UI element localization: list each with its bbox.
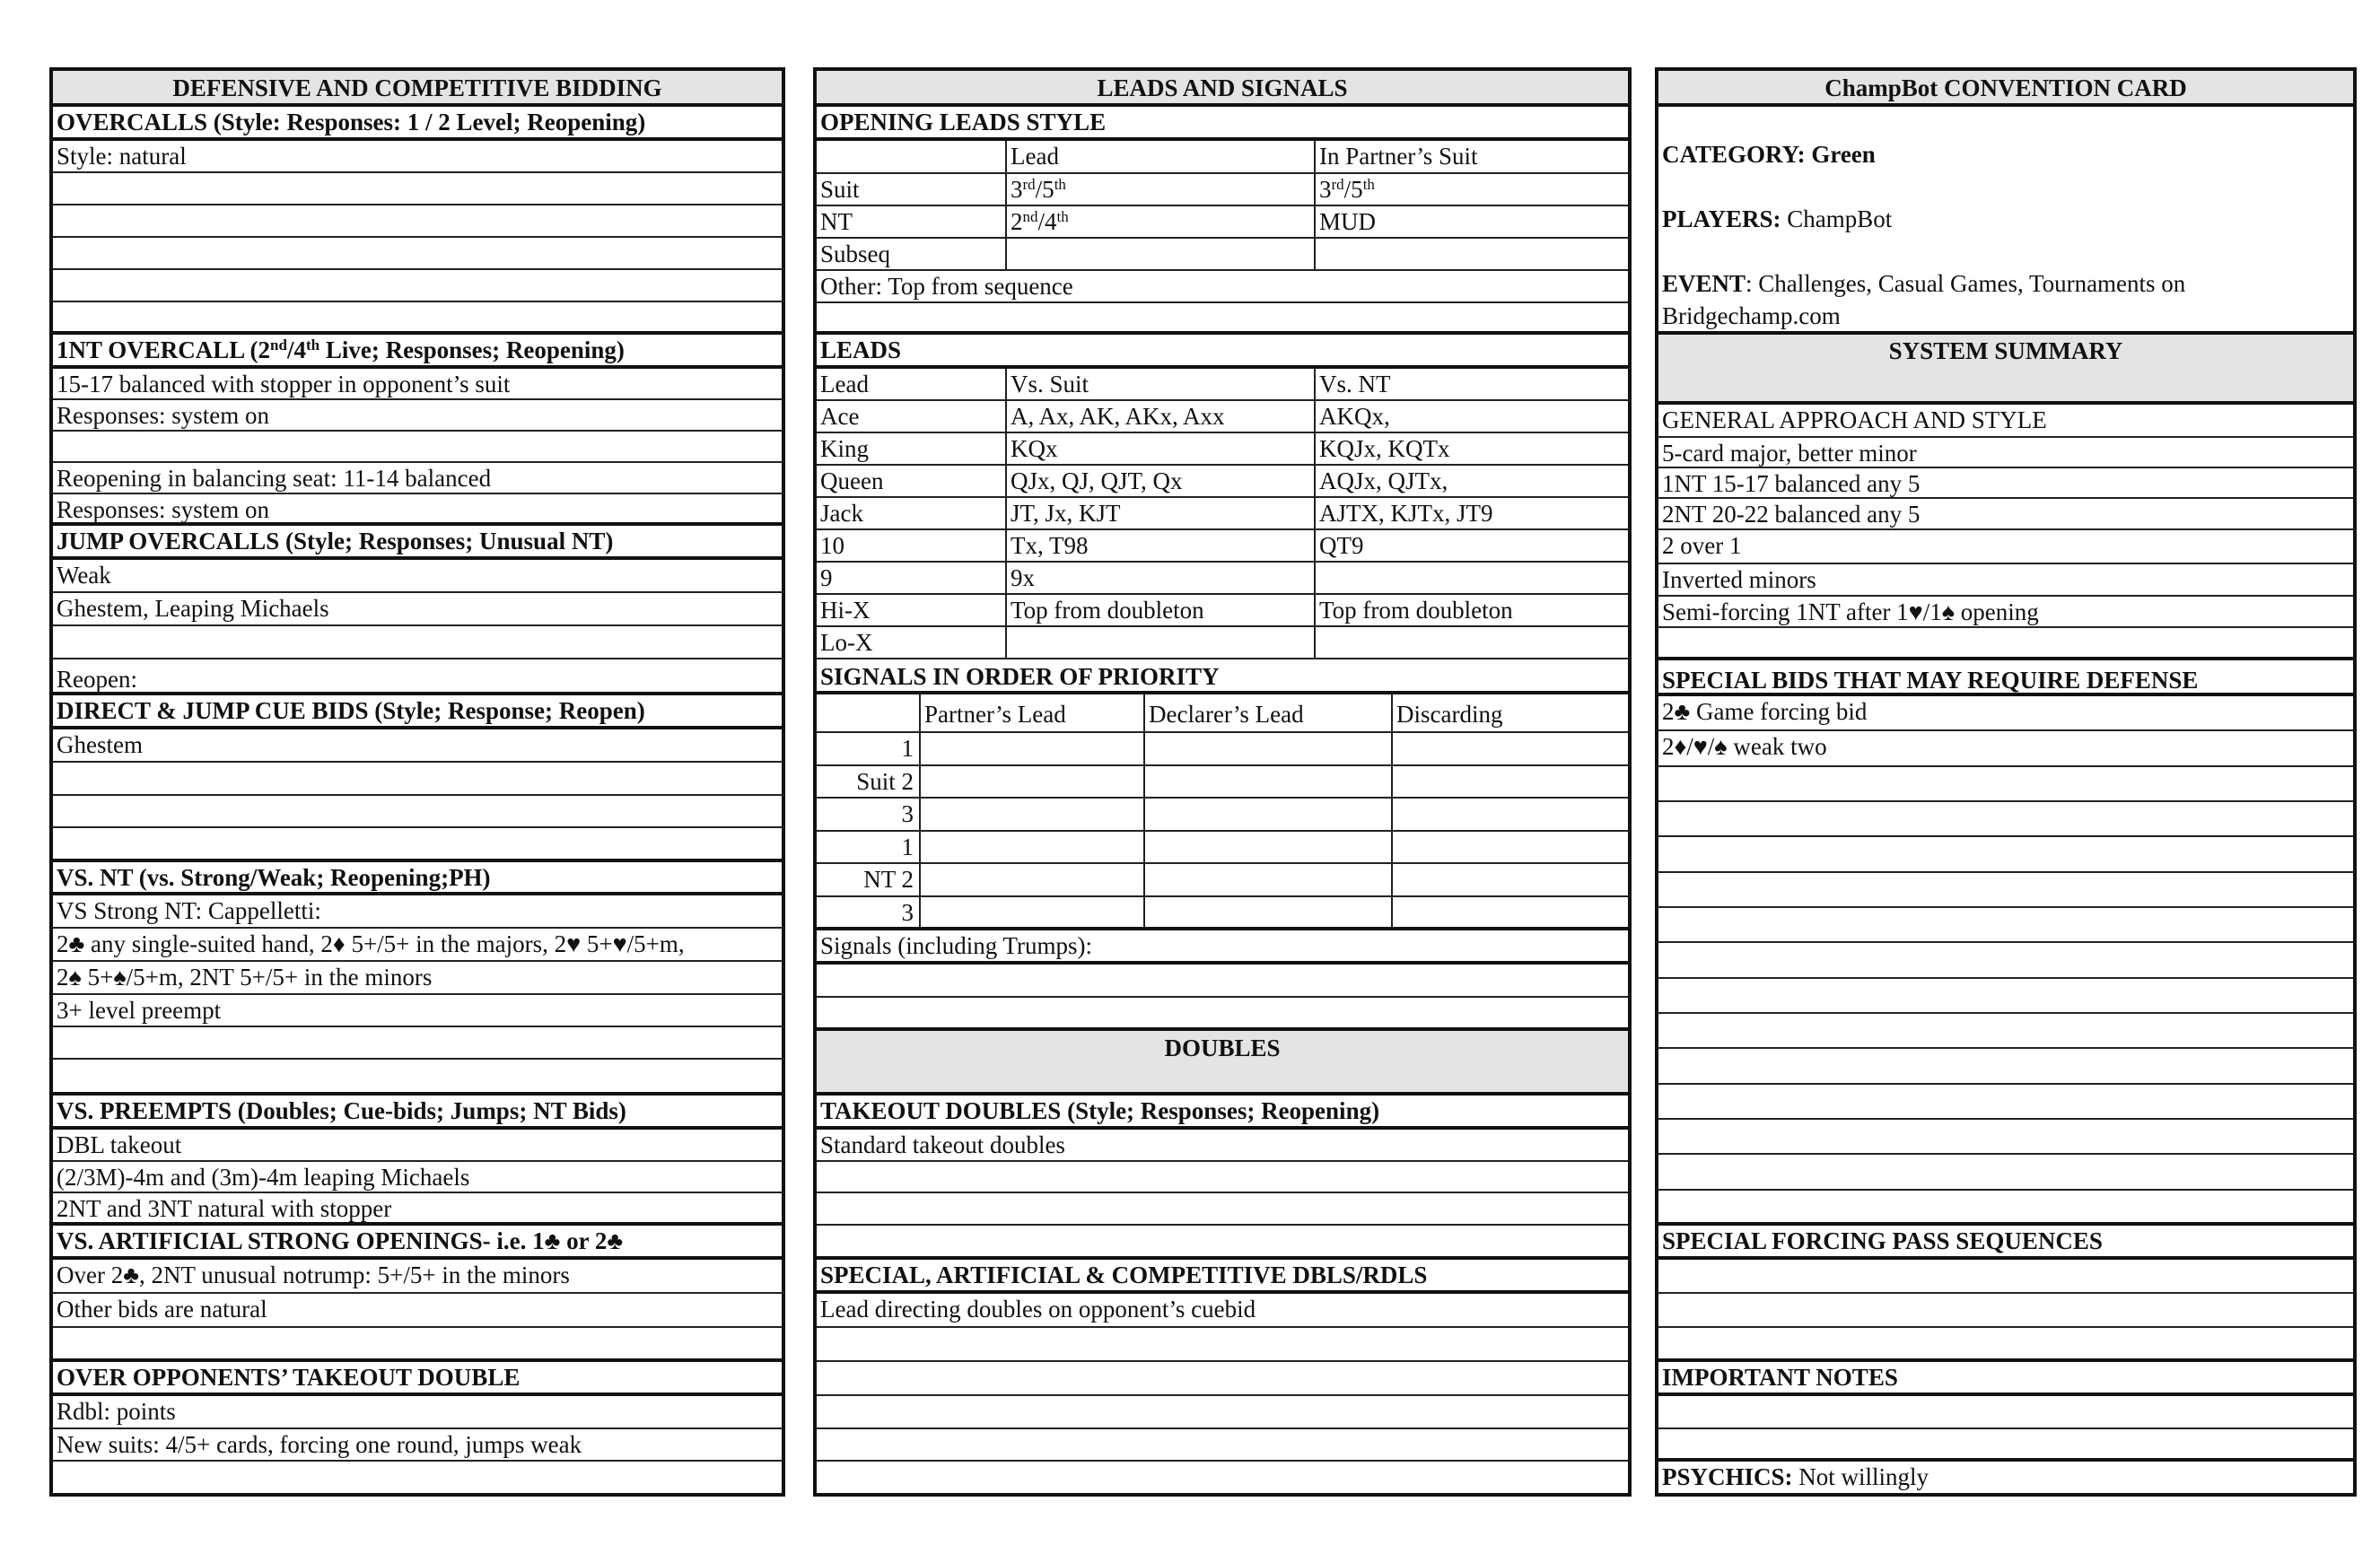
overcalls-line: Style: natural xyxy=(53,141,782,173)
forcing-pass-line xyxy=(1658,1328,2353,1362)
special-doubles-line: Lead directing doubles on opponent’s cuebid xyxy=(817,1294,1628,1328)
discarding-cell xyxy=(1391,864,1628,895)
row-label: Subseq xyxy=(820,240,891,267)
lead-card-cell: Lo-X xyxy=(820,629,873,656)
special-doubles-line xyxy=(817,1429,1628,1462)
nt-overcall-line xyxy=(53,432,782,463)
leads-row xyxy=(817,433,1628,466)
summary-line: Inverted minors xyxy=(1658,564,2353,597)
leads-row xyxy=(817,530,1628,563)
vs-preempts-line: DBL takeout xyxy=(53,1130,782,1162)
header-cell: Partner’s Lead xyxy=(919,694,1143,731)
special-bids-line xyxy=(1658,1120,2353,1155)
priority-label: 1 xyxy=(901,735,914,762)
leads-signals-section xyxy=(813,67,1632,1497)
nt-overcall-line: Responses: system on xyxy=(53,400,782,432)
vs-preempts-line: (2/3M)-4m and (3m)-4m leaping Michaels xyxy=(53,1162,782,1193)
declarers-lead-cell xyxy=(1143,799,1391,830)
signals-header-row xyxy=(817,694,1628,733)
players-line: PLAYERS: ChampBot xyxy=(1662,205,1893,232)
vs-suit-cell: QJx, QJ, QJT, Qx xyxy=(1005,466,1314,496)
header-cell: Lead xyxy=(1005,141,1314,172)
vs-nt-cell: KQJx, KQTx xyxy=(1314,433,1628,464)
special-bids-line xyxy=(1658,979,2353,1014)
vs-suit-cell: Top from doubleton xyxy=(1005,595,1314,625)
vs-suit-cell: A, Ax, AK, AKx, Axx xyxy=(1005,401,1314,432)
lead-card-cell: Queen xyxy=(820,467,884,494)
lead-card-cell: Hi-X xyxy=(820,597,871,624)
priority-label: Suit 2 xyxy=(856,768,914,795)
summary-line xyxy=(1658,628,2353,660)
event-line-2: Bridgechamp.com xyxy=(1658,301,2353,335)
over-takeout-heading: OVER OPPONENTS’ TAKEOUT DOUBLE xyxy=(53,1362,782,1396)
vs-nt-line: 2♠ 5+♠/5+m, 2NT 5+/5+ in the minors xyxy=(53,962,782,995)
nt-overcall-line: 15-17 balanced with stopper in opponent’s suit xyxy=(53,369,782,400)
vs-nt-line xyxy=(53,1060,782,1096)
special-bids-line xyxy=(1658,1191,2353,1226)
special-bids-line xyxy=(1658,943,2353,979)
vs-artificial-line: Over 2♣, 2NT unusual notrump: 5+/5+ in the minors xyxy=(53,1260,782,1294)
notes-line xyxy=(1658,1429,2353,1462)
discarding-cell xyxy=(1391,766,1628,797)
section-title: LEADS AND SIGNALS xyxy=(817,71,1628,107)
discarding-cell xyxy=(1391,733,1628,764)
discarding-cell xyxy=(1391,799,1628,830)
declarers-lead-cell xyxy=(1143,897,1391,927)
nt-overcall-line: Reopening in balancing seat: 11-14 balanced xyxy=(53,463,782,494)
section-title: DEFENSIVE AND COMPETITIVE BIDDING xyxy=(53,71,782,107)
nt-overcall-heading: 1NT OVERCALL (2nd/4th Live; Responses; Reopening) xyxy=(53,335,782,369)
special-doubles-line xyxy=(817,1362,1628,1396)
blank-line xyxy=(817,998,1628,1031)
leads-header-row xyxy=(817,369,1628,401)
special-bids-line xyxy=(1658,873,2353,908)
summary-line: GENERAL APPROACH AND STYLE xyxy=(1658,405,2353,438)
event-line: EVENT: Challenges, Casual Games, Tournaments on xyxy=(1662,270,2186,297)
vs-suit-cell xyxy=(1005,627,1314,658)
lead-card-cell: Jack xyxy=(820,500,863,527)
convention-card-section xyxy=(1655,67,2357,1497)
partners-lead-cell xyxy=(919,897,1143,927)
signals-row xyxy=(817,832,1628,864)
leads-heading: LEADS xyxy=(817,335,1628,369)
notes-line xyxy=(1658,1396,2353,1429)
partners-lead-cell xyxy=(919,733,1143,764)
cue-bids-line xyxy=(53,828,782,862)
overcalls-heading: OVERCALLS (Style: Responses: 1 / 2 Level; Reopening) xyxy=(53,107,782,141)
jump-overcalls-line: Weak xyxy=(53,560,782,593)
header-cell: Lead xyxy=(820,371,869,397)
summary-line: 2NT 20-22 balanced any 5 xyxy=(1658,499,2353,530)
over-takeout-line: New suits: 4/5+ cards, forcing one round, jumps weak xyxy=(53,1429,782,1462)
jump-overcalls-line xyxy=(53,626,782,659)
special-bids-line xyxy=(1658,837,2353,873)
partner-suit-cell: 3rd/5th xyxy=(1314,174,1628,205)
header-cell xyxy=(817,141,1005,172)
special-bids-line xyxy=(1658,908,2353,943)
vs-nt-cell: QT9 xyxy=(1314,530,1628,561)
opening-leads-other: Other: Top from sequence xyxy=(817,271,1628,303)
defensive-bidding-section xyxy=(49,67,785,1497)
signals-heading: SIGNALS IN ORDER OF PRIORITY xyxy=(817,659,1628,694)
lead-card-cell: King xyxy=(820,435,869,462)
vs-artificial-line xyxy=(53,1328,782,1362)
vs-suit-cell: Tx, T98 xyxy=(1005,530,1314,561)
signals-row xyxy=(817,799,1628,832)
takeout-doubles-line xyxy=(817,1226,1628,1260)
partner-suit-cell xyxy=(1314,239,1628,269)
overcalls-line xyxy=(53,270,782,302)
vs-nt-line xyxy=(53,1027,782,1060)
over-takeout-line: Rdbl: points xyxy=(53,1396,782,1429)
special-bids-line: 2♦/♥/♠ weak two xyxy=(1658,731,2353,767)
priority-label: 1 xyxy=(901,834,914,860)
partner-suit-cell: MUD xyxy=(1314,206,1628,237)
priority-label: NT 2 xyxy=(863,866,914,893)
lead-card-cell: Ace xyxy=(820,403,860,430)
special-bids-line: 2♣ Game forcing bid xyxy=(1658,696,2353,731)
leads-row xyxy=(817,595,1628,627)
vs-nt-heading: VS. NT (vs. Strong/Weak; Reopening;PH) xyxy=(53,862,782,895)
special-bids-line xyxy=(1658,1155,2353,1191)
takeout-doubles-line xyxy=(817,1162,1628,1193)
header-cell: Vs. NT xyxy=(1314,369,1628,399)
category-label: CATEGORY: Green xyxy=(1662,141,1876,168)
cue-bids-line xyxy=(53,796,782,828)
cue-bids-heading: DIRECT & JUMP CUE BIDS (Style; Response; Reopen) xyxy=(53,695,782,729)
special-doubles-heading: SPECIAL, ARTIFICIAL & COMPETITIVE DBLS/RDLS xyxy=(817,1260,1628,1294)
overcalls-line xyxy=(53,205,782,238)
header-cell: Declarer’s Lead xyxy=(1143,694,1391,731)
summary-line: 2 over 1 xyxy=(1658,530,2353,564)
leads-row xyxy=(817,627,1628,659)
overcalls-line xyxy=(53,302,782,335)
discarding-cell xyxy=(1391,897,1628,927)
overcalls-line xyxy=(53,173,782,205)
header-cell: In Partner’s Suit xyxy=(1314,141,1628,172)
card-title: ChampBot CONVENTION CARD xyxy=(1658,71,2353,107)
forcing-pass-heading: SPECIAL FORCING PASS SEQUENCES xyxy=(1658,1226,2353,1260)
header-cell: Discarding xyxy=(1391,694,1628,731)
vs-nt-cell: AQJx, QJTx, xyxy=(1314,466,1628,496)
vs-nt-line: VS Strong NT: Cappelletti: xyxy=(53,895,782,929)
header-cell: Vs. Suit xyxy=(1005,369,1314,399)
forcing-pass-line xyxy=(1658,1260,2353,1294)
cue-bids-line: Ghestem xyxy=(53,729,782,763)
lead-cell: 3rd/5th xyxy=(1005,174,1314,205)
vs-preempts-heading: VS. PREEMPTS (Doubles; Cue-bids; Jumps; NT Bids) xyxy=(53,1096,782,1130)
leads-row xyxy=(817,498,1628,530)
declarers-lead-cell xyxy=(1143,864,1391,895)
row-label: NT xyxy=(820,208,853,235)
partners-lead-cell xyxy=(919,864,1143,895)
declarers-lead-cell xyxy=(1143,766,1391,797)
opening-leads-row xyxy=(817,239,1628,271)
special-bids-line xyxy=(1658,1085,2353,1120)
special-bids-heading: SPECIAL BIDS THAT MAY REQUIRE DEFENSE xyxy=(1658,660,2353,696)
jump-overcalls-heading: JUMP OVERCALLS (Style; Responses; Unusual NT) xyxy=(53,526,782,560)
vs-nt-cell xyxy=(1314,563,1628,593)
lead-card-cell: 9 xyxy=(820,564,833,591)
vs-suit-cell: JT, Jx, KJT xyxy=(1005,498,1314,528)
vs-nt-cell: Top from doubleton xyxy=(1314,595,1628,625)
jump-overcalls-line: Reopen: xyxy=(53,659,782,695)
jump-overcalls-line: Ghestem, Leaping Michaels xyxy=(53,593,782,626)
special-bids-line xyxy=(1658,802,2353,837)
special-doubles-line xyxy=(817,1328,1628,1362)
nt-overcall-line: Responses: system on xyxy=(53,494,782,526)
summary-line: 5-card major, better minor xyxy=(1658,438,2353,468)
priority-label: 3 xyxy=(901,899,914,926)
blank-line xyxy=(817,303,1628,335)
vs-artificial-line: Other bids are natural xyxy=(53,1294,782,1328)
forcing-pass-line xyxy=(1658,1294,2353,1328)
partners-lead-cell xyxy=(919,766,1143,797)
special-bids-line xyxy=(1658,1014,2353,1049)
signals-row xyxy=(817,864,1628,897)
vs-artificial-heading: VS. ARTIFICIAL STRONG OPENINGS- i.e. 1♣ or 2♣ xyxy=(53,1226,782,1260)
discarding-cell xyxy=(1391,832,1628,862)
signals-row xyxy=(817,733,1628,766)
blank-line xyxy=(817,965,1628,998)
lead-cell xyxy=(1005,239,1314,269)
signals-row xyxy=(817,897,1628,930)
psychics-line: PSYCHICS: Not willingly xyxy=(1662,1463,1929,1490)
overcalls-line xyxy=(53,238,782,270)
opening-leads-heading: OPENING LEADS STYLE xyxy=(817,107,1628,141)
vs-suit-cell: KQx xyxy=(1005,433,1314,464)
vs-nt-line: 2♣ any single-suited hand, 2♦ 5+/5+ in the majors, 2♥ 5+♥/5+m, xyxy=(53,929,782,962)
leads-row xyxy=(817,466,1628,498)
partners-lead-cell xyxy=(919,799,1143,830)
partners-lead-cell xyxy=(919,832,1143,862)
declarers-lead-cell xyxy=(1143,832,1391,862)
vs-nt-cell xyxy=(1314,627,1628,658)
priority-label: 3 xyxy=(901,800,914,827)
special-bids-line xyxy=(1658,1049,2353,1085)
takeout-doubles-line xyxy=(817,1193,1628,1226)
vs-nt-line: 3+ level preempt xyxy=(53,995,782,1027)
leads-row xyxy=(817,563,1628,595)
lead-cell: 2nd/4th xyxy=(1005,206,1314,237)
takeout-doubles-line: Standard takeout doubles xyxy=(817,1130,1628,1162)
signals-row xyxy=(817,766,1628,799)
signals-trumps: Signals (including Trumps): xyxy=(817,930,1628,965)
special-bids-line xyxy=(1658,767,2353,802)
summary-line: 1NT 15-17 balanced any 5 xyxy=(1658,468,2353,499)
cue-bids-line xyxy=(53,763,782,796)
summary-line: Semi-forcing 1NT after 1♥/1♠ opening xyxy=(1658,597,2353,628)
vs-preempts-line: 2NT and 3NT natural with stopper xyxy=(53,1193,782,1226)
takeout-doubles-heading: TAKEOUT DOUBLES (Style; Responses; Reopening) xyxy=(817,1096,1628,1130)
vs-suit-cell: 9x xyxy=(1005,563,1314,593)
row-label: Suit xyxy=(820,176,860,203)
over-takeout-line xyxy=(53,1462,782,1493)
declarers-lead-cell xyxy=(1143,733,1391,764)
special-doubles-line xyxy=(817,1462,1628,1493)
notes-heading: IMPORTANT NOTES xyxy=(1658,1362,2353,1396)
special-doubles-line xyxy=(817,1396,1628,1429)
vs-nt-cell: AKQx, xyxy=(1314,401,1628,432)
header-cell xyxy=(817,694,919,731)
doubles-title: DOUBLES xyxy=(817,1031,1628,1096)
summary-title: SYSTEM SUMMARY xyxy=(1658,335,2353,405)
lead-card-cell: 10 xyxy=(820,532,844,559)
opening-leads-row xyxy=(817,206,1628,239)
vs-nt-cell: AJTX, KJTx, JT9 xyxy=(1314,498,1628,528)
opening-leads-row xyxy=(817,174,1628,206)
leads-row xyxy=(817,401,1628,433)
opening-leads-header-row xyxy=(817,141,1628,174)
